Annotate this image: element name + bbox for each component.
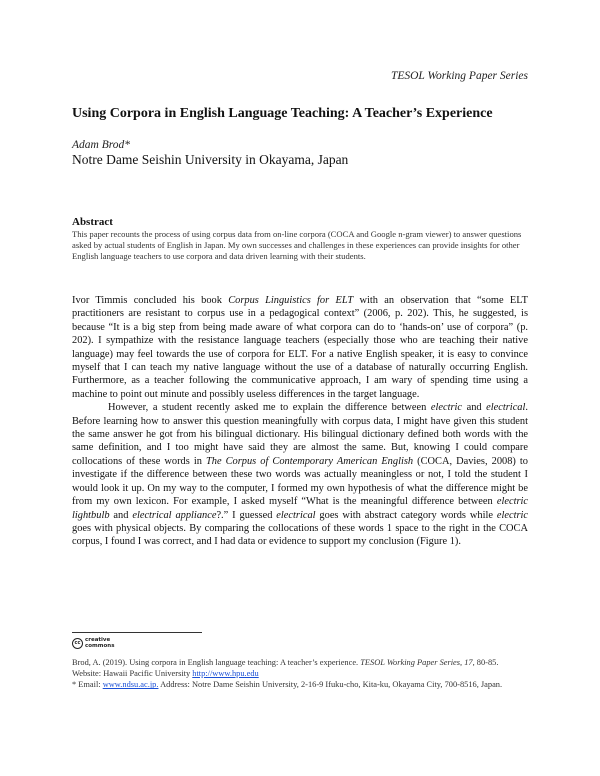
p2-text-a: However, a student recently asked me to explain the difference between	[108, 402, 431, 414]
abstract-text: This paper recounts the process of using corpus data from on-line corpora (COCA and Google n-gram viewer) to answer questions asked by actual students of English in Japan. My own successes and challenges in these experiences can provide insights for other English language teachers to use corpora and data driven learning with their students.	[72, 229, 522, 262]
term-electric: electric	[430, 402, 463, 414]
p1-text-c: with an observation that “some ELT practitioners are resistant to corpus use in a pedagogical context” (2006, p. 202). This, he suggested, is because “It is a big step from being made aware of what corpora can do to ‘hands-on’ use of corpora” (p. 202). I sympathize with the resistance language teachers (especially those who are teaching their native language) may feel towards the use of corpora for ELT. For a native English speaker, it is easy to convince myself that I can teach my native language without the use of a database of naturally occurring English. Furthermore, as a teacher following the communicative approach, I am wary of spending time using a machine to point out minute and possibly useless differences in the target language.	[72, 295, 528, 400]
website-label: Website: Hawaii Pacific University	[72, 669, 193, 679]
citation-journal: TESOL Working Paper Series, 17	[360, 658, 473, 667]
website-link[interactable]: http://www.hpu.edu	[192, 669, 259, 679]
series-header: TESOL Working Paper Series	[390, 70, 528, 82]
term-electric-lightbulb: electric lightbulb	[72, 496, 528, 521]
p2-text-o: goes with physical objects. By comparing the collocations of these words 1 space to the right in the COCA corpus, I found I was correct, and I had data or evidence to support my conclusion (Figure 1).	[72, 522, 528, 548]
term-electrical-appliance: electrical appliance	[132, 509, 217, 521]
citation-text: Brod, A. (2019). Using corpora in English language teaching: A teacher’s experience.	[72, 658, 361, 667]
footnote-divider	[72, 632, 202, 633]
creative-commons-logo	[72, 638, 114, 649]
author-name: Adam Brod*	[72, 139, 131, 151]
p2-text-m: goes with abstract category words while	[315, 509, 497, 521]
footnotes	[72, 657, 532, 691]
book-title-italic: Corpus Linguistics for ELT	[228, 295, 354, 306]
p1-text-a: Ivor Timmis concluded his book	[72, 295, 229, 306]
p2-text-g: (COCA, Davies, 2008) to investigate if the difference between these two words was actually meaningless or not, I told the student I would look it up. On my way to the computer, I formed my own hypothesis of what the difference might be from my own lexicon. For example, I asked myself “What is the meaningful difference between	[72, 455, 528, 508]
cc-line-2: commons	[85, 642, 115, 649]
p2-text-c: and	[462, 402, 487, 414]
paper-title: Using Corpora in English Language Teaching: A Teacher’s Experience	[72, 106, 493, 121]
p2-text-e: . Before learning how to answer this question meaningfully with corpus data, I might have given this student the same answer he got from his bilingual dictionary. His bilingual dictionary defined both words with the same definition, and I too might have said they are almost the same. But, knowing I could compare collocations of these words in	[72, 402, 528, 467]
paragraph-1	[72, 294, 528, 401]
cc-line-1: creative	[85, 637, 111, 643]
paragraph-2	[72, 401, 528, 548]
cc-wordmark	[85, 638, 114, 649]
address-text: Address: Notre Dame Seishin University, 2-16-9 Ifuku-cho, Kita-ku, Okayama City, 700-8516, Japan.	[158, 680, 503, 690]
email-label: * Email:	[72, 680, 103, 690]
citation	[72, 657, 532, 668]
citation-pages: , 80-85.	[472, 658, 499, 667]
abstract-heading: Abstract	[72, 216, 113, 228]
body-text	[72, 294, 528, 549]
website-line	[72, 668, 532, 679]
p2-text-i: and	[109, 509, 133, 521]
email-line	[72, 679, 532, 690]
email-link[interactable]: www.ndsu.ac.jp.	[102, 680, 159, 690]
corpus-title-italic: The Corpus of Contemporary American English	[205, 455, 414, 467]
author-affiliation: Notre Dame Seishin University in Okayama, Japan	[72, 152, 349, 167]
p2-text-k: ?.” I guessed	[216, 509, 277, 521]
term-electrical: electrical	[486, 402, 526, 414]
term-electrical-2: electrical	[276, 509, 316, 521]
term-electric-2: electric	[496, 509, 529, 521]
cc-icon: cc	[72, 638, 83, 649]
